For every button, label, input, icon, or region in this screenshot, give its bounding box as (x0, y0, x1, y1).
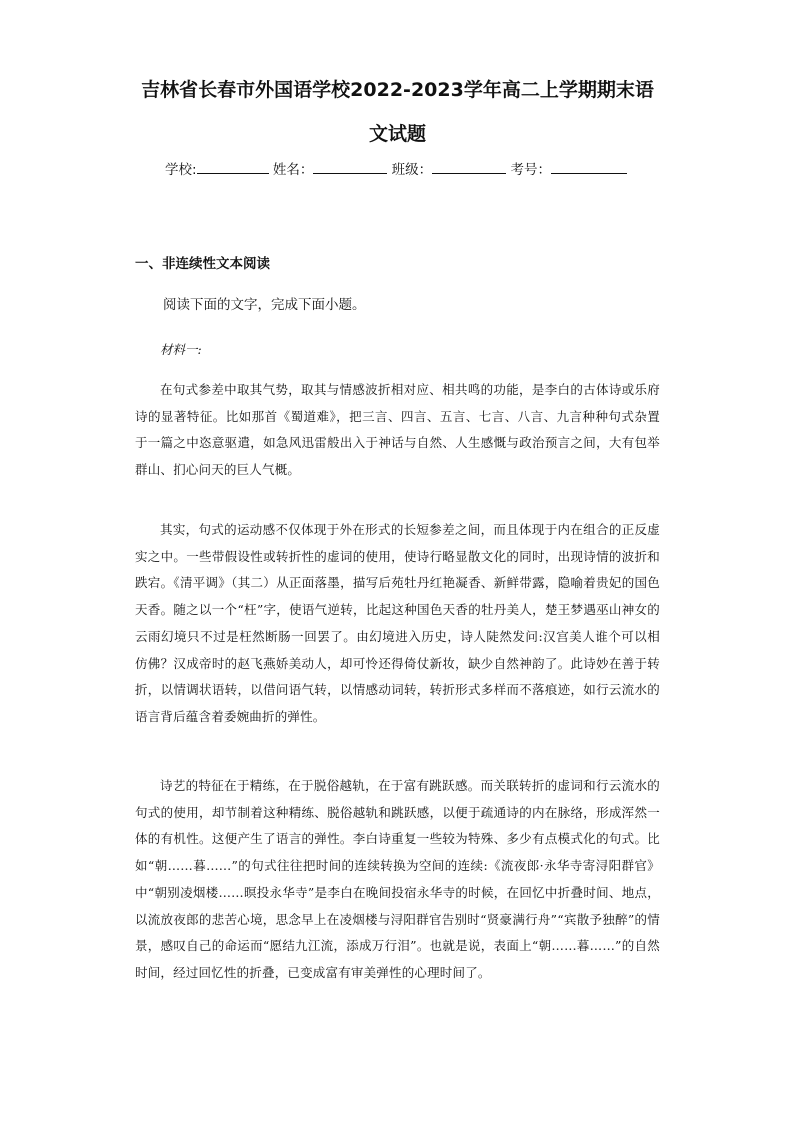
exam-number-label: 考号： (510, 162, 551, 178)
student-info-line (165, 158, 627, 178)
exam-number-blank[interactable] (551, 159, 627, 174)
paragraph-2: 其实，句式的运动感不仅体现于外在形式的长短参差之间，而且体现于内在组合的正反虚实之中。一些带假设性或转折性的虚词的使用，使诗行略显散文化的同时，出现诗情的波折和跌宕。《清平调》（其二）从正面落墨，描写后苑牡丹红艳凝香、新鲜带露，隐喻着贵妃的国色天香。随之以一个“枉”字，使语气逆转，比起这种国色天香的牡丹美人，楚王梦遇巫山神女的云雨幻境只不过是枉然断肠一回罢了。由幻境进入历史，诗人陡然发问:汉宫美人谁个可以相仿佛？汉成帝时的赵飞燕娇美动人，却可怜还得倚仗新妆，缺少自然神韵了。此诗妙在善于转折，以情调状语转，以借问语气转，以情感动词转，转折形式多样而不落痕迹，如行云流水的语言背后蕴含着委婉曲折的弹性。 (135, 522, 660, 724)
reading-instruction: 阅读下面的文字，完成下面小题。 (163, 297, 366, 313)
document-title (120, 68, 675, 156)
school-blank[interactable] (197, 159, 269, 174)
name-label: 姓名： (272, 162, 314, 178)
name-blank[interactable] (313, 159, 387, 174)
title-line-1: 吉林省长春市外国语学校2022-2023学年高二上学期期末语 (141, 79, 654, 101)
material-label: 材料一: (160, 342, 202, 357)
title-line-2: 文试题 (368, 123, 426, 145)
class-blank[interactable] (432, 159, 506, 174)
paragraph-3: 诗艺的特征在于精练，在于脱俗越轨，在于富有跳跃感。而关联转折的虚词和行云流水的句式的使用，却节制着这种精练、脱俗越轨和跳跃感，以便于疏通诗的内在脉络，形成浑然一体的有机性。这便产生了语言的弹性。李白诗重复一些较为特殊、多少有点模式化的句式。比如“朝……暮……”的句式往往把时间的连续转换为空间的连续:《流夜郎·永华寺寄浔阳群官》中“朝别凌烟楼……暝投永华寺”是李白在晚间投宿永华寺的时候，在回忆中折叠时间、地点，以流放夜郎的悲苦心境，思念早上在凌烟楼与浔阳群官告别时“贤豪满行舟”“宾散予独醉”的情景，感叹自己的命运而“愿结九江流，添成万行泪”。也就是说，表面上“朝……暮……”的自然时间，经过回忆性的折叠，已变成富有审美弹性的心理时间了。 (135, 778, 660, 980)
school-label: 学校: (165, 162, 197, 178)
class-label: 班级： (391, 162, 433, 178)
paragraph-1: 在句式参差中取其气势，取其与情感波折相对应、相共鸣的功能，是李白的古体诗或乐府诗的显著特征。比如那首《蜀道难》，把三言、四言、五言、七言、八言、九言种种句式杂置于一篇之中恣意驱遣，如急风迅雷般出入于神话与自然、人生感慨与政治预言之间，大有包举群山、扪心问天的巨人气概。 (135, 382, 660, 478)
section-heading: 一、非连续性文本阅读 (135, 256, 270, 272)
